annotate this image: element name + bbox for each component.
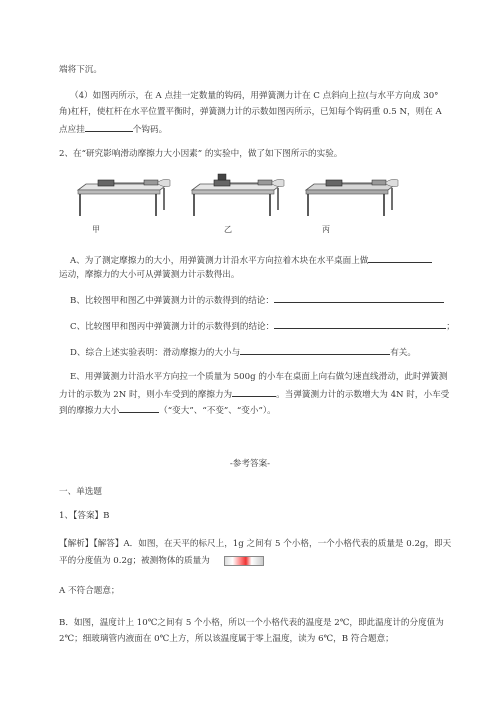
analysis-line <box>59 617 451 630</box>
table-block-rough-illustration <box>298 172 402 222</box>
text: D、综合上述实验表明：滑动摩擦力的大小与 <box>70 348 241 358</box>
item-A-cont <box>59 269 451 282</box>
section-heading <box>59 486 451 499</box>
analysis-line <box>59 633 451 646</box>
figure-label: 丙 <box>322 225 330 234</box>
analysis-line <box>59 555 451 568</box>
text: 1、【答案】B <box>59 511 110 521</box>
text: 角)杠杆，使杠杆在水平位置平衡时，弹簧测力计的示数如图丙所示，已知每个钩码重 0.5 N，则在 A <box>59 107 442 117</box>
answer-blank <box>274 293 444 303</box>
figure-jia <box>70 172 174 242</box>
text: 端将下沉。 <box>59 65 102 75</box>
answer-blank <box>240 345 390 355</box>
text-line <box>59 122 451 137</box>
text: 力计的示数为 2N 时，则小车受到的摩擦力为 <box>59 390 233 400</box>
figure-label: 甲 <box>92 225 100 234</box>
figure-bing <box>298 172 402 242</box>
table-block-illustration <box>70 172 174 222</box>
table-block-weight-illustration <box>184 172 288 222</box>
figure-yi <box>184 172 288 242</box>
text: 一、单选题 <box>59 487 102 497</box>
item-A <box>70 253 462 268</box>
text: B、比较图甲和图乙中弹簧测力计的示数得到的结论： <box>70 296 274 306</box>
item-D <box>70 345 462 360</box>
text: 2、在“研究影响滑动摩擦力大小因素” 的实验中，做了如下图所示的实验。 <box>59 149 343 159</box>
text: 。当弹簧测力计的示数增大为 4N 时，小车受 <box>276 390 450 400</box>
text: C、比较图甲和图丙中弹簧测力计的示数得到的结论： <box>70 322 275 332</box>
text: （4）如图丙所示，在 A 点挂一定数量的钩码，用弹簧测力计在 C 点斜向上拉(与水平方向成 30° <box>70 91 439 101</box>
experiment-figures <box>70 172 400 242</box>
text: ； <box>446 322 455 332</box>
answer-section-title: -参考答案- <box>229 459 271 469</box>
question-2 <box>59 148 451 161</box>
item-E <box>70 371 462 384</box>
answer-blank <box>274 319 446 329</box>
scale-reading-image <box>224 556 264 566</box>
text: 平的分度值为 0.2g；被测物体的质量为 <box>59 556 210 566</box>
text: 2℃；细玻璃管内液面在 0℃上方，所以该温度属于零上温度，读为 6℃，B 符合题意； <box>59 634 394 644</box>
item-E-cont <box>59 403 451 418</box>
text: A 不符合题意； <box>59 586 120 596</box>
answer-1 <box>59 510 451 523</box>
answer-blank <box>119 403 159 413</box>
answer-blank <box>85 122 133 132</box>
text: 点应挂 <box>59 125 85 135</box>
text: 【解析】【解答】A．如图，在天平的标尺上，1g 之间有 5 个小格，一个小格代表的质量是 0.2g，即天 <box>59 539 452 549</box>
answer-blank <box>368 253 432 263</box>
text: 到的摩擦力大小 <box>59 406 120 416</box>
text-line <box>59 106 451 119</box>
figure-label: 乙 <box>224 225 232 234</box>
text: B．如图，温度计上 10℃之间有 5 个小格，所以一个小格代表的温度是 2℃，即此温度计的分度值为 <box>59 618 444 628</box>
text: 个钩码。 <box>132 125 168 135</box>
text-line <box>70 90 462 103</box>
item-C <box>70 319 462 334</box>
answer-blank <box>232 387 276 397</box>
item-E-cont <box>59 387 451 402</box>
text: A、为了测定摩擦力的大小，用弹簧测力计沿水平方向拉着木块在水平桌面上做 <box>70 256 369 266</box>
text: 运动，摩擦力的大小可从弹簧测力计示数得出。 <box>59 270 240 280</box>
analysis-line <box>59 538 451 551</box>
item-B <box>70 293 462 308</box>
text-line <box>59 64 451 77</box>
text: （“变大”、“不变”、“变小”）。 <box>159 406 276 416</box>
text: 有关。 <box>390 348 416 358</box>
analysis-line <box>59 585 451 598</box>
text: E、用弹簧测力计沿水平方向拉一个质量为 500g 的小车在桌面上向右做匀速直线滑动，此时弹簧测 <box>70 372 448 382</box>
